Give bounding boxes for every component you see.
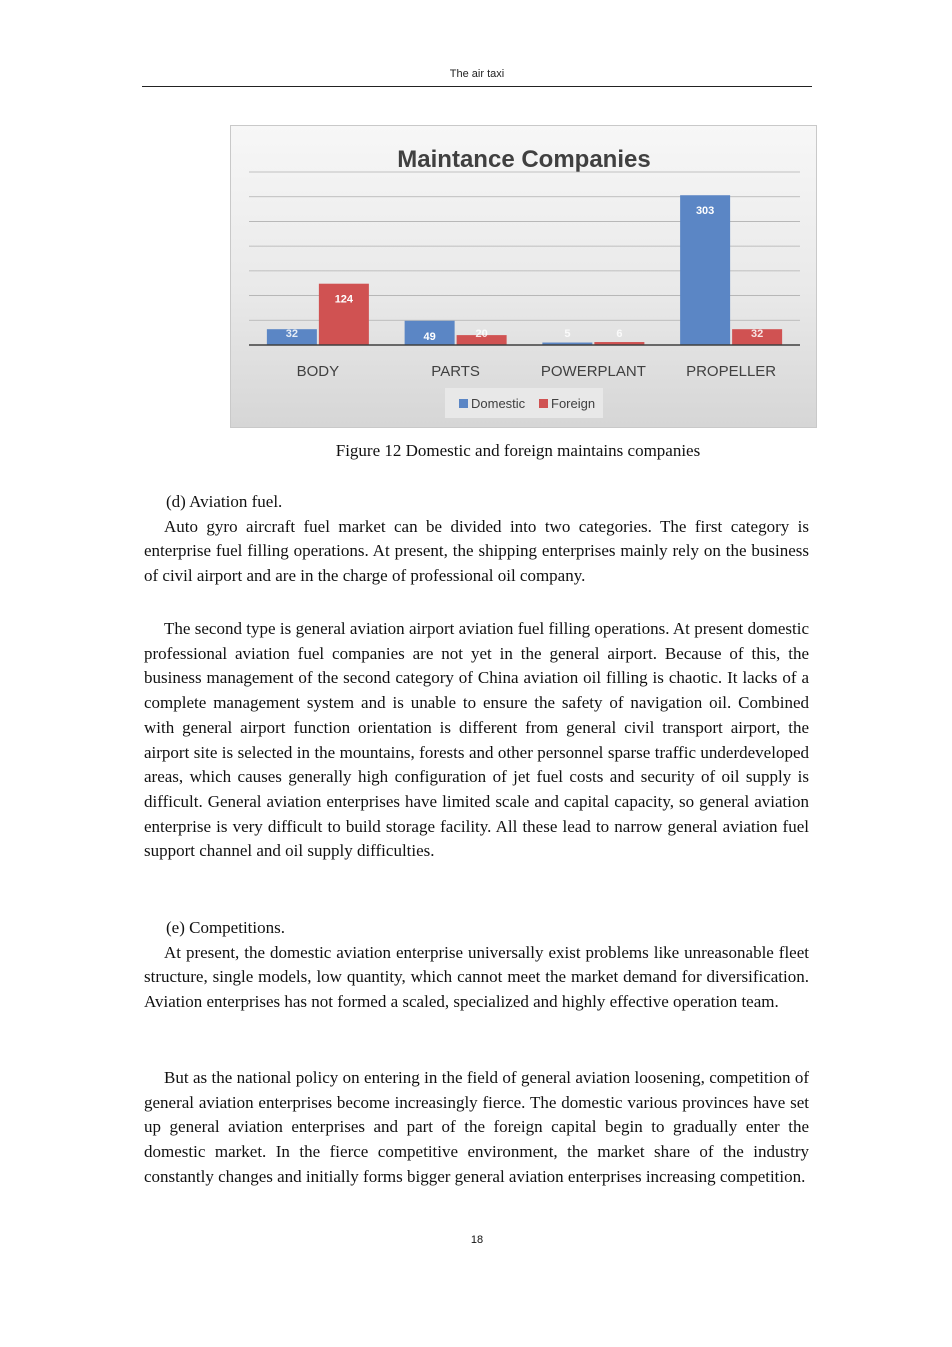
chart-maintenance-companies [230, 125, 817, 428]
bar-chart [231, 126, 818, 429]
chart-title: Maintance Companies [397, 146, 651, 173]
x-tick-label: PROPELLER [686, 363, 777, 380]
data-label: 124 [334, 293, 354, 306]
data-label: 303 [695, 205, 715, 218]
data-label: 32 [751, 328, 764, 340]
data-label: 6 [616, 328, 623, 340]
section-heading-competitions: (e) Competitions. [166, 918, 285, 937]
data-label: 49 [423, 330, 436, 343]
legend-swatch-domestic [459, 399, 468, 408]
legend-label-domestic: Domestic [471, 396, 526, 411]
header-rule [142, 86, 812, 87]
figure-caption: Figure 12 Domestic and foreign maintains companies [335, 441, 701, 460]
data-label: 32 [285, 328, 298, 340]
bar-domestic-propeller [680, 195, 730, 345]
section-competitions [144, 916, 809, 1015]
section-aviation-fuel [144, 490, 809, 589]
data-label: 20 [475, 328, 488, 340]
x-tick-label: PARTS [431, 363, 480, 380]
x-tick-label: BODY [296, 363, 340, 380]
section-heading-aviation-fuel: (d) Aviation fuel. [166, 492, 283, 511]
paragraph: But as the national policy on entering in the field of general aviation loosening, competition of general aviation enterprises become increasingly fierce. The domestic various provinces have set up general aviation enterprises and part of the foreign capital begin to gradually enter the domestic market. In the fierce competitive environment, the market share of the industry constantly changes and initially forms bigger general aviation enterprises increasing competition. [144, 1068, 809, 1186]
data-label: 5 [564, 328, 571, 340]
section-aviation-fuel-continued [144, 617, 809, 864]
paragraph: At present, the domestic aviation enterprise universally exist problems like unreasonable fleet structure, single models, low quantity, which cannot meet the market demand for diversification. Aviation enterprises has not formed a scaled, specialized and highly effective operation team. [144, 942, 809, 1012]
page-number: 18 [470, 1234, 484, 1246]
paragraph: The second type is general aviation airport aviation fuel filling operations. At present domestic professional aviation fuel companies are not yet in the general airport. Because of this, the business management of the second category of China aviation oil filling is chaotic. It lacks of a complete management system and is unable to ensure the safety of navigation oil. Combined with general airport function orientation is different from general civil transport airport, the airport site is selected in the mountains, forests and other personnel sparse traffic underdeveloped areas, which causes generally high configuration of jet fuel costs and security of oil supply is difficult. General aviation enterprises have limited scale and capital capacity, so general aviation enterprise is very difficult to build storage facility. All these lead to narrow general aviation fuel support channel and oil supply difficulties. [144, 619, 809, 861]
legend-swatch-foreign [539, 399, 548, 408]
section-competitions-continued [144, 1066, 809, 1190]
x-tick-label: POWERPLANT [540, 363, 646, 380]
paragraph: Auto gyro aircraft fuel market can be divided into two categories. The first category is enterprise fuel filling operations. At present, the shipping enterprises mainly rely on the business of civil airport and are in the charge of professional oil company. [144, 516, 809, 586]
legend-label-foreign: Foreign [551, 396, 596, 411]
running-head: The air taxi [449, 68, 505, 80]
